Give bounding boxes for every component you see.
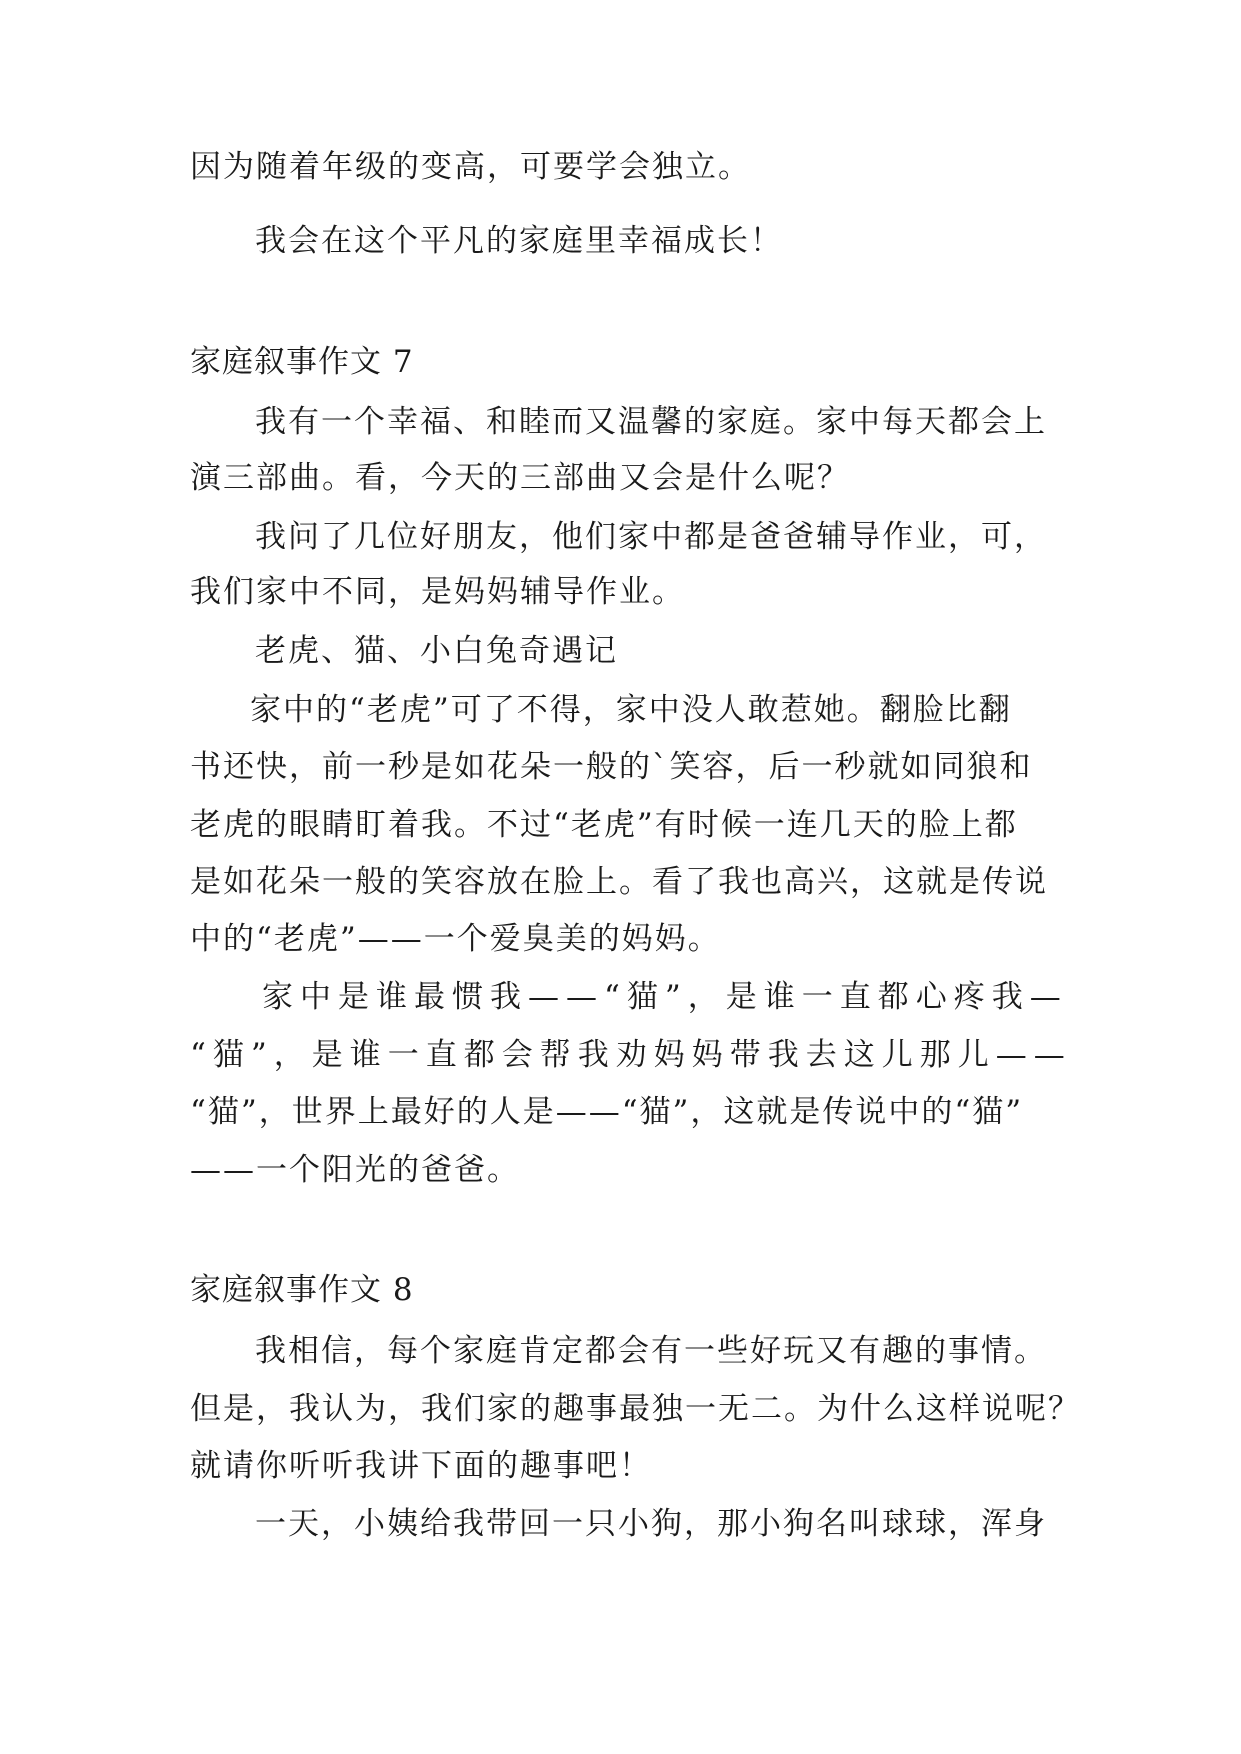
paragraph-line: 但是，我认为，我们家的趣事最独一无二。为什么这样说呢？ bbox=[190, 1391, 1081, 1427]
paragraph-line: 一天，小姨给我带回一只小狗，那小狗名叫球球，浑身 bbox=[255, 1506, 1047, 1542]
paragraph-line: 我相信，每个家庭肯定都会有一些好玩又有趣的事情。 bbox=[255, 1333, 1047, 1369]
paragraph-line: “猫”，世界上最好的人是——“猫”，这就是传说中的“猫” bbox=[190, 1094, 1024, 1130]
paragraph-line: 是如花朵一般的笑容放在脸上。看了我也高兴，这就是传说 bbox=[190, 864, 1048, 900]
paragraph-line: 我会在这个平凡的家庭里幸福成长！ bbox=[255, 223, 783, 259]
paragraph-line: 家中的“老虎”可了不得，家中没人敢惹她。翻脸比翻 bbox=[250, 692, 1012, 728]
paragraph-line: 老虎的眼睛盯着我。不过“老虎”有时候一连几天的脸上都 bbox=[190, 807, 1018, 843]
paragraph-line: ——一个阳光的爸爸。 bbox=[190, 1152, 520, 1188]
paragraph-line: 就请你听听我讲下面的趣事吧！ bbox=[190, 1448, 652, 1484]
paragraph-line: “猫”，是谁一直都会帮我劝妈妈带我去这儿那儿—— bbox=[190, 1037, 1072, 1073]
section-title: 家庭叙事作文 7 bbox=[190, 344, 414, 380]
paragraph-line: 因为随着年级的变高，可要学会独立。 bbox=[190, 149, 751, 185]
section-title: 家庭叙事作文 8 bbox=[190, 1272, 414, 1308]
paragraph-line: 我有一个幸福、和睦而又温馨的家庭。家中每天都会上 bbox=[255, 404, 1047, 440]
paragraph-line: 书还快，前一秒是如花朵一般的`笑容，后一秒就如同狼和 bbox=[190, 749, 1033, 785]
paragraph-line: 家中是谁最惯我——“猫”，是谁一直都心疼我— bbox=[262, 979, 1068, 1015]
paragraph-line: 我问了几位好朋友，他们家中都是爸爸辅导作业，可， bbox=[255, 519, 1047, 555]
paragraph-line: 中的“老虎”——一个爱臭美的妈妈。 bbox=[190, 921, 721, 957]
paragraph-line: 演三部曲。看，今天的三部曲又会是什么呢？ bbox=[190, 460, 850, 496]
paragraph-line: 老虎、猫、小白兔奇遇记 bbox=[255, 633, 618, 669]
paragraph-line: 我们家中不同，是妈妈辅导作业。 bbox=[190, 574, 685, 610]
